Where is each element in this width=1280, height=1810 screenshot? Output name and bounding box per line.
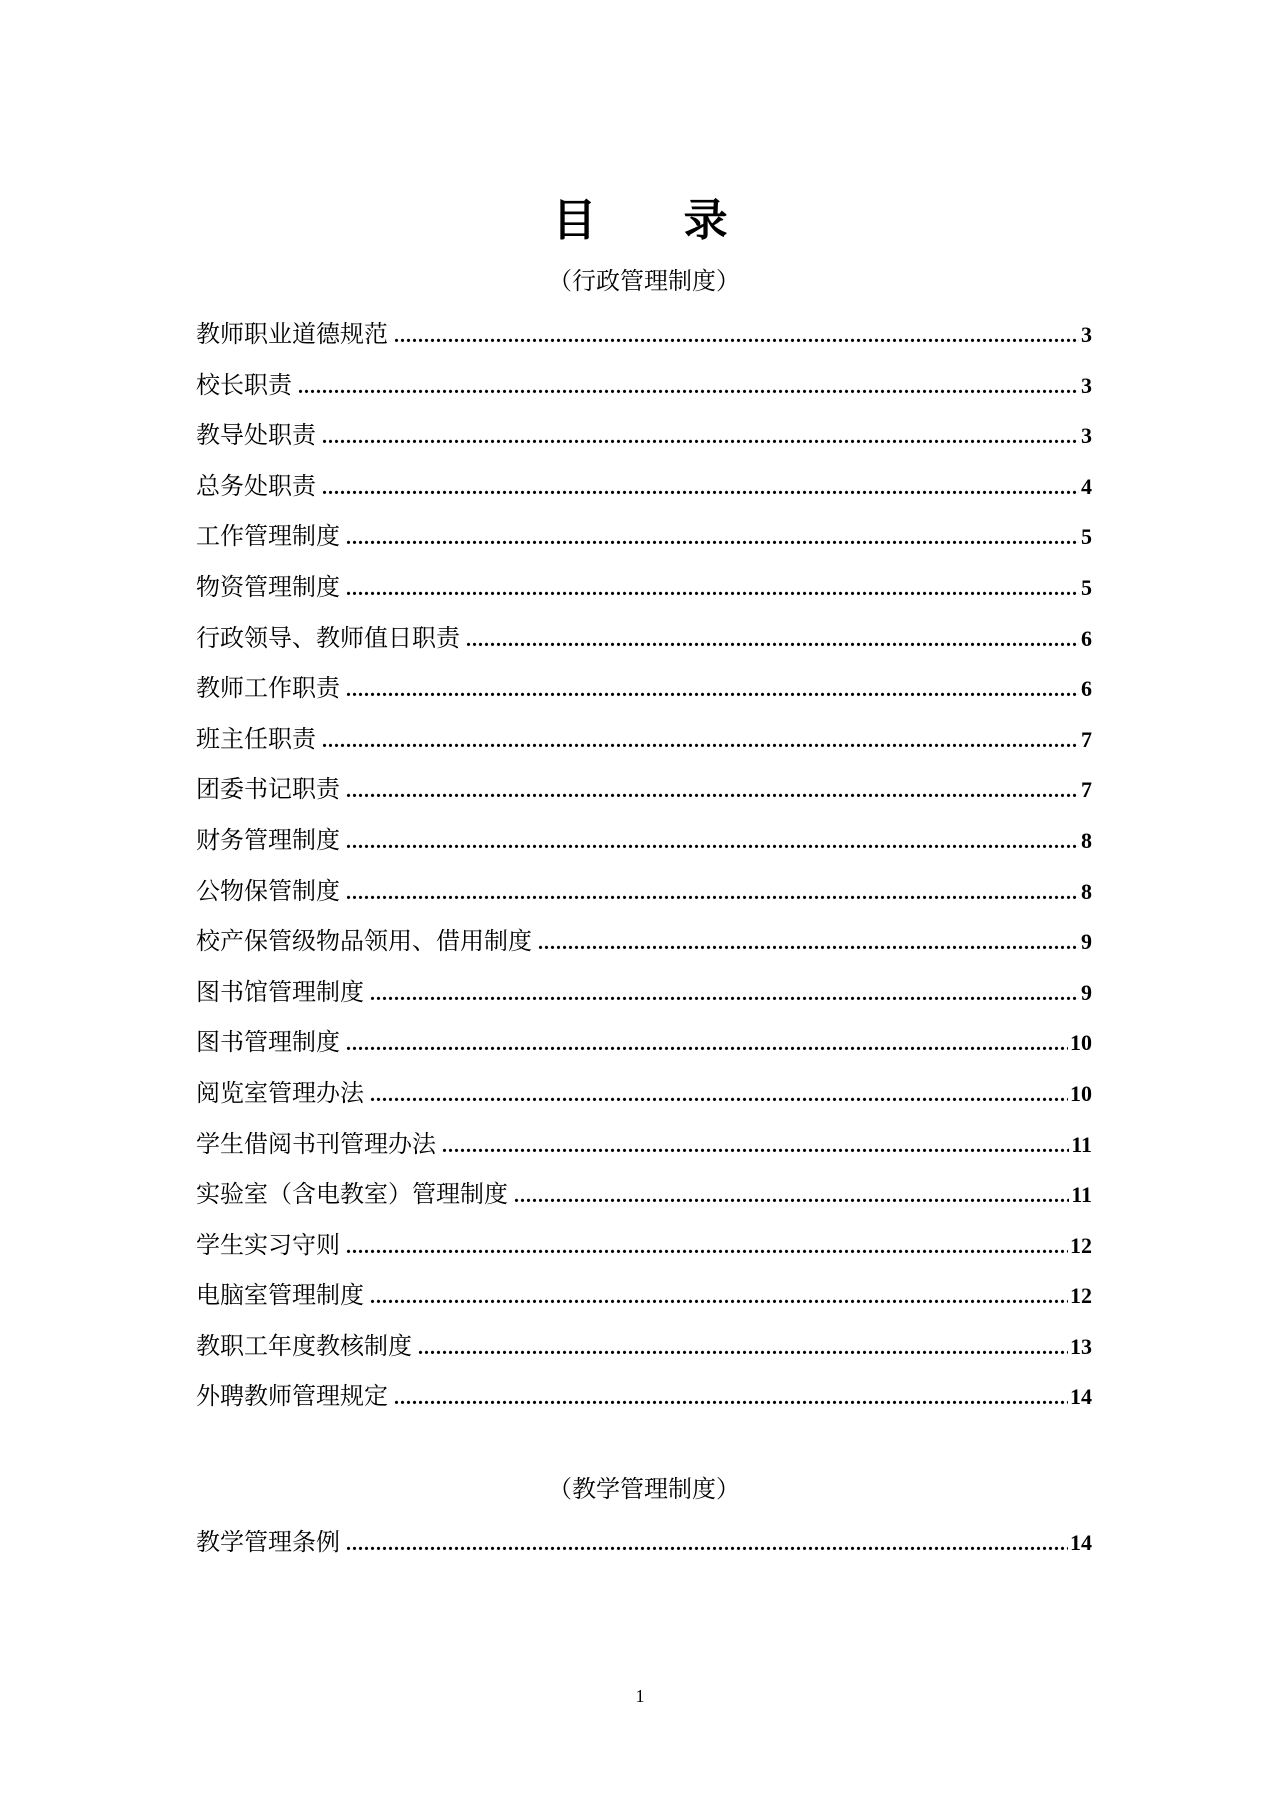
dot-leader bbox=[346, 564, 1079, 614]
toc-entry-label: 教师工作职责 bbox=[196, 674, 340, 703]
toc-entry[interactable] bbox=[196, 663, 1092, 714]
toc-entry-page: 3 bbox=[1081, 322, 1092, 347]
toc-entry-label: 行政领导、教师值日职责 bbox=[196, 623, 460, 652]
dot-leader bbox=[298, 362, 1079, 412]
dot-leader bbox=[346, 1222, 1068, 1272]
toc-entry[interactable] bbox=[196, 916, 1092, 967]
toc-entry-page: 12 bbox=[1070, 1283, 1092, 1309]
toc-entry-page: 7 bbox=[1081, 726, 1092, 752]
toc-entry[interactable] bbox=[196, 1169, 1092, 1220]
toc-entry[interactable] bbox=[196, 866, 1092, 917]
toc-entry-label: 总务处职责 bbox=[196, 471, 316, 500]
toc-entry-page: 11 bbox=[1071, 1131, 1092, 1157]
dot-leader bbox=[370, 969, 1079, 1019]
dot-leader bbox=[346, 868, 1079, 918]
toc-entry-label: 校长职责 bbox=[196, 370, 292, 399]
dot-leader bbox=[346, 1019, 1068, 1069]
toc-entry[interactable] bbox=[196, 1220, 1092, 1271]
toc-entry-label: 教学管理条例 bbox=[196, 1528, 340, 1556]
toc-entry-label: 团委书记职责 bbox=[196, 775, 340, 804]
toc-entry-label: 工作管理制度 bbox=[196, 522, 340, 551]
toc-entry-label: 班主任职责 bbox=[196, 724, 316, 753]
dot-leader bbox=[346, 513, 1079, 563]
toc-entry-page: 9 bbox=[1081, 979, 1092, 1005]
toc-entry-page: 3 bbox=[1081, 423, 1092, 449]
toc-entry-label: 图书管理制度 bbox=[196, 1028, 340, 1057]
dot-leader bbox=[514, 1171, 1069, 1221]
dot-leader bbox=[346, 665, 1079, 715]
toc-entry-label: 阅览室管理办法 bbox=[196, 1078, 364, 1107]
dot-leader bbox=[322, 716, 1079, 766]
dot-leader bbox=[322, 412, 1079, 462]
toc-entry-page: 5 bbox=[1081, 574, 1092, 600]
toc-entry-page: 9 bbox=[1081, 929, 1092, 955]
toc-entry-page: 6 bbox=[1081, 676, 1092, 702]
page-number: 1 bbox=[635, 1686, 645, 1706]
toc-entry[interactable] bbox=[196, 410, 1092, 461]
toc-entry-label: 公物保管制度 bbox=[196, 876, 340, 905]
toc-entry[interactable] bbox=[196, 764, 1092, 815]
toc-entry-label: 物资管理制度 bbox=[196, 572, 340, 601]
toc-entry-label: 教师职业道德规范 bbox=[196, 320, 388, 348]
toc-entry-page: 12 bbox=[1070, 1232, 1092, 1258]
toc-entry-page: 6 bbox=[1081, 625, 1092, 651]
toc-entry[interactable] bbox=[196, 309, 1092, 360]
dot-leader bbox=[370, 1070, 1068, 1120]
toc-entry-page: 7 bbox=[1081, 777, 1092, 803]
dot-leader bbox=[346, 766, 1079, 816]
dot-leader bbox=[466, 615, 1079, 665]
toc-entry-page: 14 bbox=[1070, 1384, 1092, 1410]
toc-title: 目 录 bbox=[552, 195, 764, 247]
toc-entry[interactable] bbox=[196, 714, 1092, 765]
dot-leader bbox=[322, 463, 1079, 513]
toc-entry-page: 8 bbox=[1081, 878, 1092, 904]
toc-entry[interactable] bbox=[196, 1017, 1092, 1068]
toc-entry[interactable] bbox=[196, 1270, 1092, 1321]
toc-entry-label: 电脑室管理制度 bbox=[196, 1281, 364, 1310]
dot-leader bbox=[346, 1519, 1068, 1569]
dot-leader bbox=[418, 1323, 1068, 1373]
toc-entry-label: 教职工年度教核制度 bbox=[196, 1331, 412, 1360]
toc-entry[interactable] bbox=[196, 461, 1092, 512]
dot-leader bbox=[538, 918, 1079, 968]
dot-leader bbox=[346, 817, 1079, 867]
toc-entry[interactable] bbox=[196, 1068, 1092, 1119]
toc-entry-page: 4 bbox=[1081, 473, 1092, 499]
section-heading: （行政管理制度） bbox=[548, 267, 740, 295]
toc-entry[interactable] bbox=[196, 1119, 1092, 1170]
toc-entry[interactable] bbox=[196, 815, 1092, 866]
toc-list bbox=[196, 1517, 1092, 1568]
toc-entry[interactable] bbox=[196, 360, 1092, 411]
toc-entry-label: 学生借阅书刊管理办法 bbox=[196, 1129, 436, 1158]
toc-entry-page: 8 bbox=[1081, 827, 1092, 853]
toc-entry[interactable] bbox=[196, 1517, 1092, 1568]
toc-entry[interactable] bbox=[196, 562, 1092, 613]
toc-entry-page: 3 bbox=[1081, 372, 1092, 398]
section-heading: （教学管理制度） bbox=[548, 1475, 740, 1503]
toc-entry-page: 13 bbox=[1070, 1333, 1092, 1359]
dot-leader bbox=[370, 1272, 1068, 1322]
dot-leader bbox=[394, 1373, 1068, 1423]
toc-entry[interactable] bbox=[196, 1321, 1092, 1372]
toc-entry-page: 10 bbox=[1070, 1080, 1092, 1106]
toc-entry[interactable] bbox=[196, 967, 1092, 1018]
toc-entry-page: 14 bbox=[1070, 1530, 1092, 1555]
toc-entry-page: 10 bbox=[1070, 1030, 1092, 1056]
toc-entry[interactable] bbox=[196, 511, 1092, 562]
dot-leader bbox=[394, 311, 1079, 361]
toc-entry-page: 5 bbox=[1081, 524, 1092, 550]
toc-list bbox=[196, 309, 1092, 1422]
toc-entry-label: 学生实习守则 bbox=[196, 1230, 340, 1259]
toc-entry-label: 实验室（含电教室）管理制度 bbox=[196, 1180, 508, 1209]
toc-entry-page: 11 bbox=[1071, 1182, 1092, 1208]
toc-entry-label: 外聘教师管理规定 bbox=[196, 1382, 388, 1411]
toc-entry-label: 教导处职责 bbox=[196, 421, 316, 450]
section-administrative bbox=[196, 265, 1092, 1422]
toc-entry[interactable] bbox=[196, 613, 1092, 664]
dot-leader bbox=[442, 1121, 1069, 1171]
section-teaching bbox=[196, 1473, 1092, 1568]
toc-entry-label: 图书馆管理制度 bbox=[196, 977, 364, 1006]
toc-entry-label: 财务管理制度 bbox=[196, 825, 340, 854]
toc-entry-label: 校产保管级物品领用、借用制度 bbox=[196, 927, 532, 956]
toc-entry[interactable] bbox=[196, 1371, 1092, 1422]
